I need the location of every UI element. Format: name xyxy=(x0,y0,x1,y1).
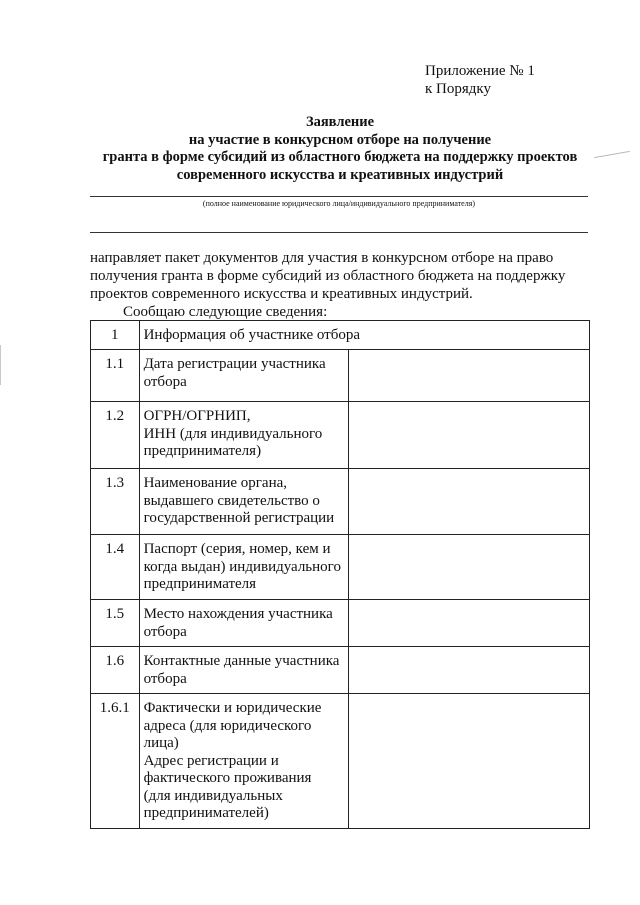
row-label: ОГРН/ОГРНИП, ИНН (для индивидуального предпринимателя) xyxy=(139,402,348,469)
row-label: Фактически и юридические адреса (для юридического лица) Адрес регистрации и фактического проживания (для индивидуальных предпринимателей) xyxy=(139,694,348,829)
table-row xyxy=(91,402,590,469)
info-intro: Сообщаю следующие сведения: xyxy=(123,304,328,320)
row-value-cell[interactable] xyxy=(348,694,589,829)
row-number: 1.3 xyxy=(91,469,140,535)
row-value-cell[interactable] xyxy=(348,402,589,469)
document-title: Заявление на участие в конкурсном отборе на получение гранта в форме субсидий из областного бюджета на поддержку проектов современного искусства и креативных индустрий xyxy=(102,114,578,183)
row-label: Контактные данные участника отбора xyxy=(139,647,348,694)
row-number: 1.4 xyxy=(91,535,140,600)
applicant-name-caption: (полное наименование юридического лица/индивидуального предпринимателя) xyxy=(202,199,476,208)
row-number: 1.6.1 xyxy=(91,694,140,829)
table-row xyxy=(91,694,590,829)
table-section-row xyxy=(91,321,590,350)
row-label: Наименование органа, выдавшего свидетельство о государственной регистрации xyxy=(139,469,348,535)
section-title: Информация об участнике отбора xyxy=(139,321,589,350)
row-value-cell[interactable] xyxy=(348,350,589,402)
row-number: 1.2 xyxy=(91,402,140,469)
row-label: Паспорт (серия, номер, кем и когда выдан) индивидуального предпринимателя xyxy=(139,535,348,600)
table-row xyxy=(91,647,590,694)
scan-artifact-edge xyxy=(0,345,2,385)
table-row xyxy=(91,350,590,402)
section-number: 1 xyxy=(91,321,140,350)
row-number: 1.6 xyxy=(91,647,140,694)
row-number: 1.5 xyxy=(91,600,140,647)
appendix-reference: Приложение № 1 к Порядку xyxy=(425,63,535,97)
row-number: 1.1 xyxy=(91,350,140,402)
row-value-cell[interactable] xyxy=(348,535,589,600)
row-value-cell[interactable] xyxy=(348,469,589,535)
table-row xyxy=(91,535,590,600)
participant-info-table xyxy=(90,320,590,829)
table-row xyxy=(91,469,590,535)
row-value-cell[interactable] xyxy=(348,600,589,647)
applicant-name-line-2 xyxy=(90,232,588,233)
row-label: Место нахождения участника отбора xyxy=(139,600,348,647)
table-row xyxy=(91,600,590,647)
row-label: Дата регистрации участника отбора xyxy=(139,350,348,402)
applicant-name-line xyxy=(90,196,588,197)
body-paragraph: направляет пакет документов для участия в конкурсном отборе на право получения гранта в форме субсидий из областного бюджета на поддержку проектов современного искусства и креативных индустрий. xyxy=(90,250,566,302)
row-value-cell[interactable] xyxy=(348,647,589,694)
